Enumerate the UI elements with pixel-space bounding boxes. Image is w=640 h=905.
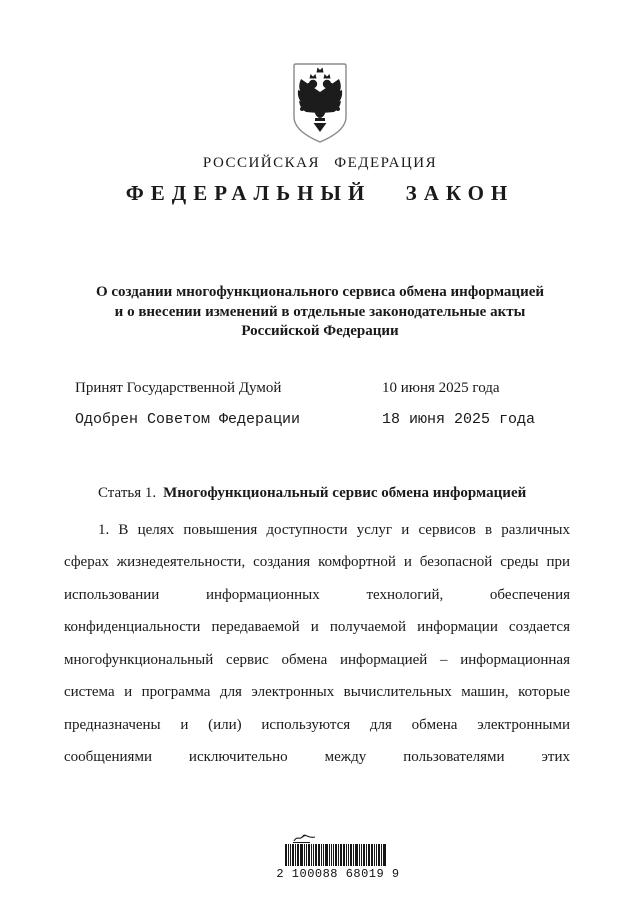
article-label: Статья 1. [98,484,157,501]
barcode-number: 2 100088 68019 9 [276,867,400,881]
body-line: сферах жизнедеятельности, создания комфортной и безопасной среды при [64,554,570,570]
signature-squiggle-icon [291,832,401,844]
country-name: РОССИЙСКАЯ ФЕДЕРАЦИЯ [202,155,438,171]
document-type-heading: ФЕДЕРАЛЬНЫЙ ЗАКОН [125,181,515,205]
coat-of-arms-icon [284,62,356,148]
body-line: система и программа для электронных вычислительных машин, которые [64,684,570,700]
body-line: использовании информационных технологий, обеспечения [64,586,570,603]
barcode-block [275,832,401,881]
law-title-line: Российской Федерации [241,323,399,339]
barcode-image [285,844,401,866]
adopted-by-label: Принят Государственной Думой [75,379,282,396]
body-line: конфиденциальности передаваемой и получаемой информации создается [64,619,570,635]
body-line: многофункциональный сервис обмена информацией – информационная [64,651,570,668]
coat-of-arms-russia [0,62,640,148]
law-title-line: О создании многофункционального сервиса обмена информацией [95,284,545,300]
body-line: сообщениями исключительно между пользователями этих [64,749,570,765]
law-title [0,283,640,342]
adopted-by-duma-row [75,379,570,398]
body-line: предназначены и (или) используются для обмена электронными [64,716,570,733]
article-1-heading [0,485,640,502]
article-1-paragraph [0,522,640,782]
body-line: 1. В целях повышения доступности услуг и сервисов в различных [98,521,570,538]
adoption-block [0,379,640,429]
approved-by-label: Одобрен Советом Федерации [75,410,301,428]
adopted-date: 10 июня 2025 года [382,379,500,396]
article-title: Многофункциональный сервис обмена информацией [163,484,527,501]
approved-by-council-row [75,410,570,429]
approved-date: 18 июня 2025 года [382,410,536,428]
law-title-line: и о внесении изменений в отдельные законодательные акты [114,303,526,320]
